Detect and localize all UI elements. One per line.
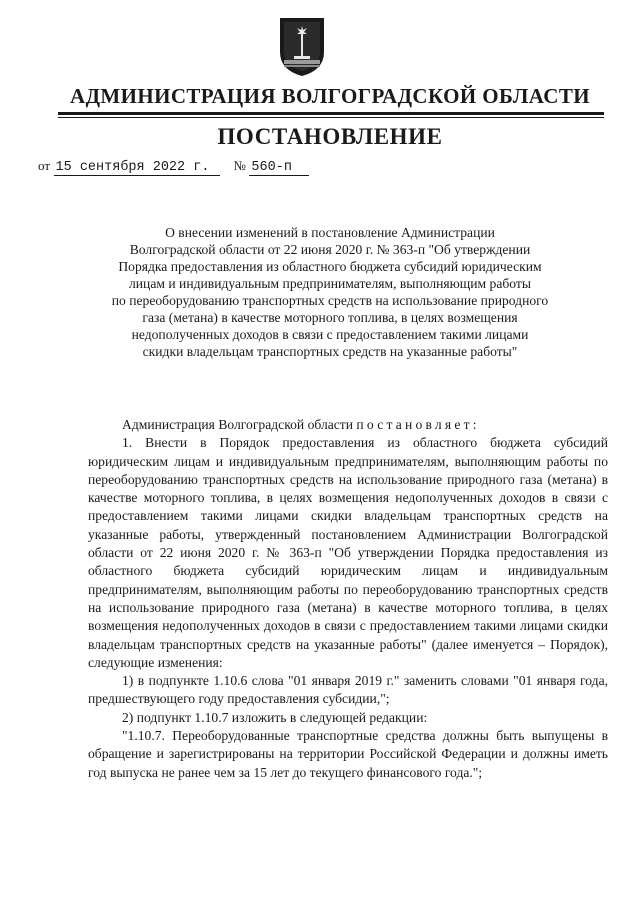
organization-name: АДМИНИСТРАЦИЯ ВОЛГОГРАДСКОЙ ОБЛАСТИ <box>70 84 590 108</box>
intro-paragraph <box>88 416 608 434</box>
intro-verb: постановляет: <box>356 417 480 432</box>
paragraph-2: 1) в подпункте 1.10.6 слова "01 января 2019 г." заменить словами "01 января года, предшествующего году предоставления субсидии,"; <box>88 673 608 707</box>
number-label: № <box>233 158 246 173</box>
document-date: 15 сентября 2022 г. <box>54 160 220 176</box>
document-body <box>88 416 608 782</box>
document-subject <box>78 224 582 360</box>
document-number: 560-п <box>249 160 309 176</box>
date-label: от <box>38 158 51 173</box>
subject-line: лицам и индивидуальным предпринимателям, выполняющим работы <box>129 276 531 291</box>
date-number-line <box>38 158 309 176</box>
header-rule-thick <box>58 112 604 115</box>
subject-line: О внесении изменений в постановление Администрации <box>165 225 495 240</box>
paragraph-4: "1.10.7. Переоборудованные транспортные средства должны быть выпущены в обращение и зарегистрированы на территории Российской Федерации и должны иметь год выпуска не ранее чем за 15 лет до текущего финансового года."; <box>88 728 608 780</box>
subject-line: газа (метана) в качестве моторного топлива, в целях возмещения <box>142 310 518 325</box>
subject-line: недополученных доходов в связи с предоставлением такими лицами <box>131 327 529 342</box>
paragraph-1: 1. Внести в Порядок предоставления из областного бюджета субсидий юридическим лицам и индивидуальным предпринимателям, выполняющим работы по переоборудованию транспортных средств на использование природного газа (метана) в качестве моторного топлива, в целях возмещения недополученных доходов в связи с предоставлением такими лицами скидки владельцам транспортных средств на указанные работы, утвержденный постановлением Администрации Волгоградской области от 22 июня 2020 г. № 363-п "Об утверждении Порядка предоставления из областного бюджета субсидий юридическим лицам и индивидуальным предпринимателям, выполняющим работы по переоборудованию транспортных средств на использование природного газа (метана) в качестве моторного топлива, в целях возмещения недополученных доходов в связи с предоставлением такими лицами скидки владельцам транспортных средств на указанные работы" (далее именуется – Порядок), следующие изменения: <box>88 435 608 670</box>
subject-line: Порядка предоставления из областного бюджета субсидий юридическим <box>118 259 542 274</box>
subject-line: по переоборудованию транспортных средств на использование природного <box>111 293 549 308</box>
subject-line: скидки владельцам транспортных средств на указанные работы" <box>142 344 518 359</box>
header-rule-thin <box>58 117 604 118</box>
paragraph-3: 2) подпункт 1.10.7 изложить в следующей редакции: <box>122 709 428 725</box>
subject-line: Волгоградской области от 22 июня 2020 г. № 363-п "Об утверждении <box>129 242 531 257</box>
intro-prefix: Администрация Волгоградской области <box>122 417 354 432</box>
document-type-title: ПОСТАНОВЛЕНИЕ <box>217 124 443 149</box>
coat-of-arms-icon <box>276 14 328 78</box>
